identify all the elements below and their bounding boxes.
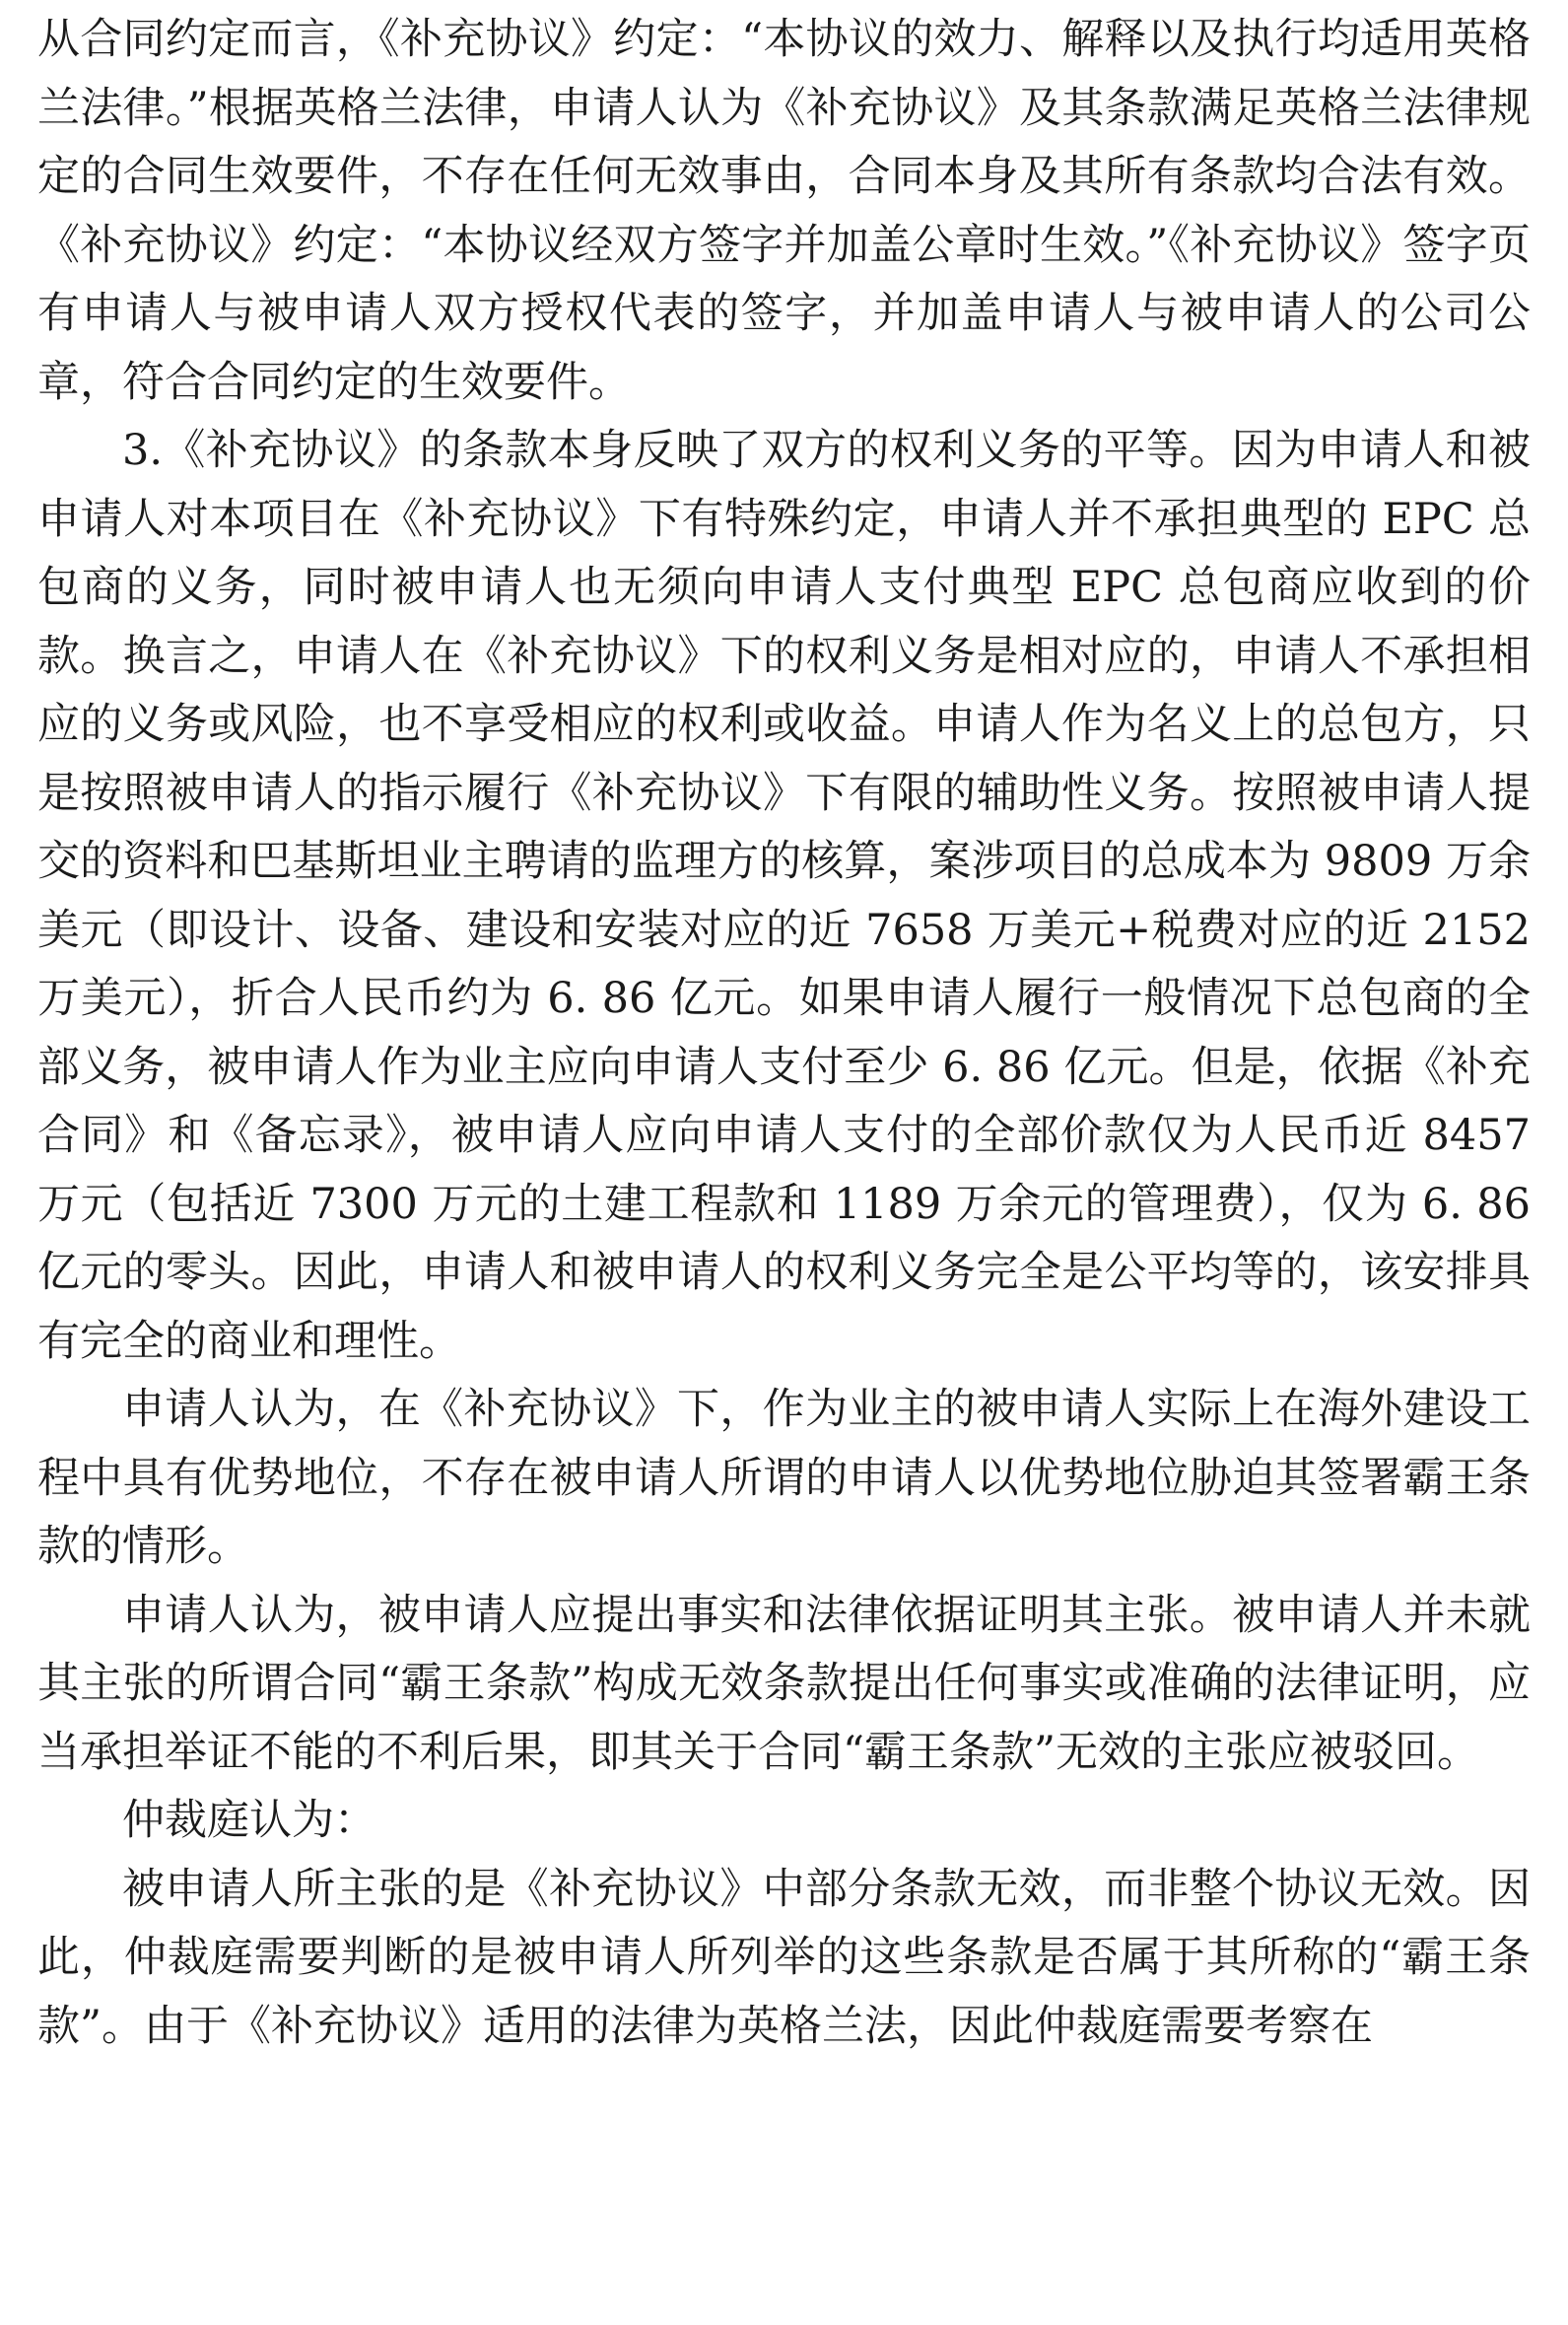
- paragraph-tribunal-analysis: 被申请人所主张的是《补充协议》中部分条款无效，而非整个协议无效。因此，仲裁庭需要判断的是被申请人所列举的这些条款是否属于其所称的“霸王条款”。由于《补充协议》适用的法律为英格兰法，因此仲裁庭需要考察在: [37, 1864, 1531, 2051]
- paragraph-applicant-dominant-position: 申请人认为，在《补充协议》下，作为业主的被申请人实际上在海外建设工程中具有优势地位，不存在被申请人所谓的申请人以优势地位胁迫其签署霸王条款的情形。: [37, 1385, 1531, 1571]
- document-page: [37, 6, 1531, 2061]
- paragraph-applicant-burden-of-proof: 申请人认为，被申请人应提出事实和法律依据证明其主张。被申请人并未就其主张的所谓合同“霸王条款”构成无效条款提出任何事实或准确的法律证明，应当承担举证不能的不利后果，即其关于合同“霸王条款”无效的主张应被驳回。: [37, 1590, 1531, 1777]
- paragraph-contract-law: 从合同约定而言，《补充协议》约定：“本协议的效力、解释以及执行均适用英格兰法律。”根据英格兰法律，申请人认为《补充协议》及其条款满足英格兰法律规定的合同生效要件，不存在任何无效事由，合同本身及其所有条款均合法有效。《补充协议》约定：“本协议经双方签字并加盖公章时生效。”《补充协议》签字页有申请人与被申请人双方授权代表的签字，并加盖申请人与被申请人的公司公章，符合合同约定的生效要件。: [37, 15, 1531, 407]
- paragraph-tribunal-heading: 仲裁庭认为：: [122, 1796, 376, 1845]
- paragraph-point-3-rights-obligations: 3.《补充协议》的条款本身反映了双方的权利义务的平等。因为申请人和被申请人对本项目在《补充协议》下有特殊约定，申请人并不承担典型的 EPC 总包商的义务，同时被申请人也无须向申请人支付典型 EPC 总包商应收到的价款。换言之，申请人在《补充协议》下的权利义务是相对应的，申请人不承担相应的义务或风险，也不享受相应的权利或收益。申请人作为名义上的总包方，只是按照被申请人的指示履行《补充协议》下有限的辅助性义务。按照被申请人提交的资料和巴基斯坦业主聘请的监理方的核算，案涉项目的总成本为 9809 万余美元（即设计、设备、建设和安装对应的近 7658 万美元+税费对应的近 2152 万美元），折合人民币约为 6. 86 亿元。如果申请人履行一般情况下总包商的全部义务，被申请人作为业主应向申请人支付至少 6. 86 亿元。但是，依据《补充合同》和《备忘录》，被申请人应向申请人支付的全部价款仅为人民币近 8457 万元（包括近 7300 万元的土建工程款和 1189 万余元的管理费），仅为 6. 86 亿元的零头。因此，申请人和被申请人的权利义务完全是公平均等的，该安排具有完全的商业和理性。: [37, 426, 1531, 1366]
